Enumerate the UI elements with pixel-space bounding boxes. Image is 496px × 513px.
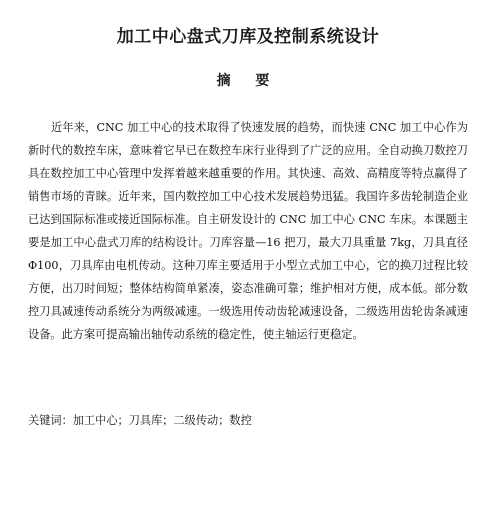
abstract-heading: 摘 要 bbox=[216, 73, 280, 89]
document-title: 加工中心盘式刀库及控制系统设计 bbox=[116, 27, 380, 47]
keywords-line: 关键词：加工中心；刀具库；二级传动；数控 bbox=[28, 414, 252, 427]
abstract-paragraph: 近年来，CNC 加工中心的技术取得了快速发展的趋势，而快速 CNC 加工中心作为新时代的数控车床，意味着它早已在数控车床行业得到了广泛的应用。全自动换刀数控刀具在数控加工中心管理中发挥着越来越重要的作用。其快速、高效、高精度等特点赢得了销售市场的青睐。近年来，国内数控加工中心技术发展趋势迅猛。我国许多齿轮制造企业已达到国际标准或接近国际标准。自主研发设计的 CNC 加工中心 CNC 车床。本课题主要是加工中心盘式刀库的结构设计。刀库容量—16 把刀，最大刀具重量 7kg，刀具直径Φ100，刀具库由电机传动。这种刀库主要适用于小型立式加工中心，它的换刀过程比较方便，出刀时间短；整体结构简单紧凑，姿态准确可靠；维护相对方便，成本低。部分数控刀具减速传动系统分为两级减速。一级选用传动齿轮减速设备，二级选用齿轮齿条减速设备。此方案可提高输出轴传动系统的稳定性，使主轴运行更稳定。 bbox=[28, 121, 468, 341]
